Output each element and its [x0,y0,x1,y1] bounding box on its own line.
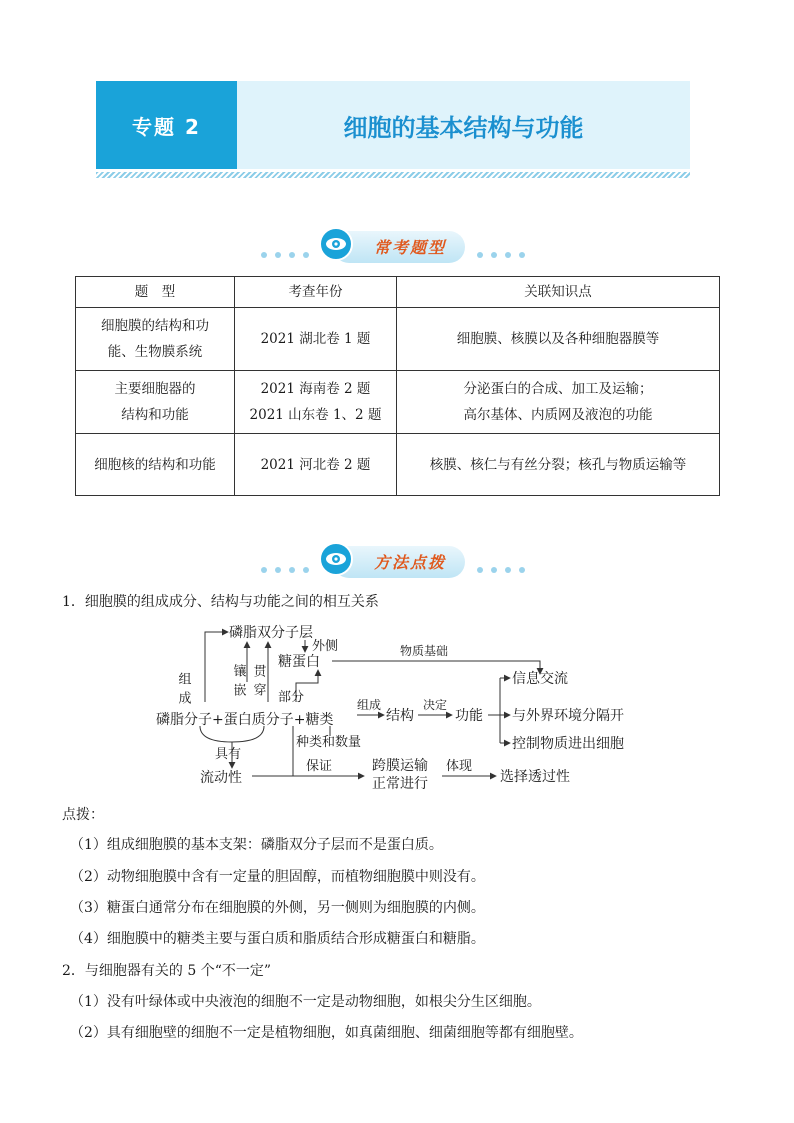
table-header-cell: 题 型 [76,277,235,308]
label-embody: 体现 [446,759,473,774]
cell-line: 2021 山东卷 1、2 题 [249,407,382,423]
node-transport-2: 正常进行 [372,776,428,792]
exam-table [75,276,720,496]
cell-line: 能、生物膜系统 [107,344,203,360]
label-part: 部分 [278,690,305,705]
item2-title: 2．与细胞器有关的 5 个“不一定” [62,963,272,979]
section-heading-method [255,544,545,582]
label-ensure: 保证 [306,759,333,774]
eye-icon [319,542,353,576]
tip-item: （4）细胞膜中的糖类主要与蛋白质和脂质结合形成糖蛋白和糖脂。 [70,931,485,947]
tip-item: （2）动物细胞膜中含有一定量的胆固醇，而植物细胞膜中则没有。 [70,869,485,885]
node-function: 功能 [455,708,483,724]
table-header-cell: 考查年份 [235,277,397,308]
cell-line: 细胞膜、核膜以及各种细胞器膜等 [456,331,660,347]
table-cell [76,434,235,496]
node-transport-1: 跨膜运输 [372,758,428,774]
tips-label: 点拨： [62,807,104,823]
title-banner [96,81,690,169]
table-cell [397,371,720,434]
node-fluidity: 流动性 [200,770,242,786]
section-label: 常考题型 [373,238,446,257]
cell-line: 高尔基体、内质网及液泡的功能 [463,407,653,423]
label-penetrate: 贯穿 [250,664,266,702]
cell-line: 分泌蛋白的合成、加工及运输； [463,381,653,397]
node-phospholipid-bilayer: 磷脂双分子层 [229,625,313,641]
section-heading-exam [255,229,545,267]
node-func-separate: 与外界环境分隔开 [512,708,624,724]
table-cell [76,371,235,434]
table-cell [235,371,397,434]
label-types-quantity: 种类和数量 [296,735,362,750]
node-glycoprotein: 糖蛋白 [278,654,320,670]
cell-line: 细胞膜的结构和功 [101,318,209,334]
tip-item: （3）糖蛋白通常分布在细胞膜的外侧，另一侧则为细胞膜的内侧。 [70,900,485,916]
node-structure: 结构 [386,708,414,724]
table-cell [76,308,235,371]
cell-line: 主要细胞器的 [114,381,196,397]
banner-hatch-divider [96,172,690,178]
table-cell [235,308,397,371]
label-material-basis: 物质基础 [400,644,449,658]
table-cell [235,434,397,496]
cell-line: 2021 湖北卷 1 题 [260,331,371,347]
cell-line: 2021 海南卷 2 题 [260,381,371,397]
topic-label: 专题 2 [96,81,237,169]
item1-title: 1．细胞膜的组成成分、结构与功能之间的相互关系 [62,594,379,610]
cell-line: 结构和功能 [121,407,189,423]
item2-point: （2）具有细胞壁的细胞不一定是植物细胞，如真菌细胞、细菌细胞等都有细胞壁。 [70,1025,583,1041]
table-cell [397,434,720,496]
cell-line: 细胞核的结构和功能 [94,456,216,473]
item2-point: （1）没有叶绿体或中央液泡的细胞不一定是动物细胞，如根尖分生区细胞。 [70,994,541,1010]
node-func-control: 控制物质进出细胞 [512,736,624,752]
tip-item: （1）组成细胞膜的基本支架：磷脂双分子层而不是蛋白质。 [70,837,443,853]
label-compose2: 组成 [357,698,382,712]
cell-line: 核膜、核仁与有丝分裂；核孔与物质运输等 [429,456,687,473]
label-determine: 决定 [423,698,448,712]
section-label: 方法点拨 [373,553,446,572]
label-embed: 镶嵌 [230,664,246,702]
label-outside: 外侧 [312,639,339,654]
table-row [76,308,720,371]
table-row [76,371,720,434]
page-title: 细胞的基本结构与功能 [237,81,690,169]
label-have: 具有 [215,747,242,762]
membrane-diagram [0,618,794,798]
eye-icon [319,227,353,261]
table-row [76,434,720,496]
node-func-info-exchange: 信息交流 [512,671,568,687]
label-compose: 组成 [175,672,191,710]
cell-line: 2021 河北卷 2 题 [260,456,371,473]
node-components: 磷脂分子+蛋白质分子+糖类 [156,712,334,728]
table-header-cell: 关联知识点 [397,277,720,308]
node-selective-permeability: 选择透过性 [500,769,570,785]
table-cell [397,308,720,371]
table-header-row [76,277,720,308]
